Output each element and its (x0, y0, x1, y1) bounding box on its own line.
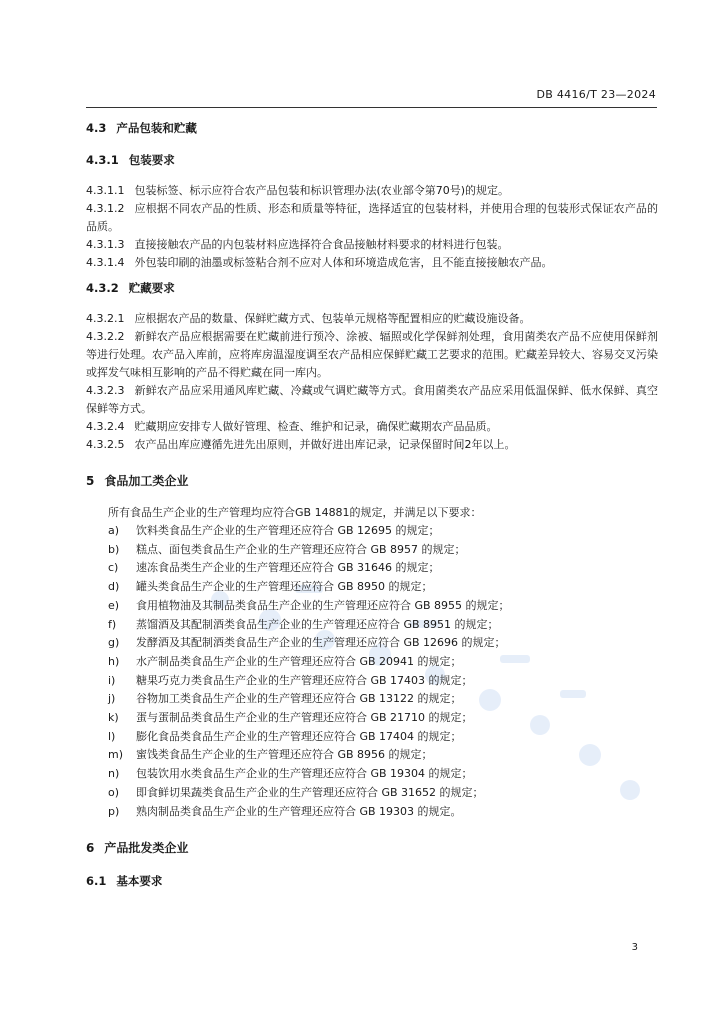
list-item: m) 蜜饯类食品生产企业的生产管理还应符合 GB 8956 的规定； (108, 748, 433, 762)
list-item: j) 谷物加工类食品生产企业的生产管理还应符合 GB 13122 的规定； (108, 692, 462, 706)
food-processing-requirements-list (86, 522, 658, 821)
list-item: a) 饮料类食品生产企业的生产管理还应符合 GB 12695 的规定； (108, 524, 440, 537)
section-heading-4-3-2: 4.3.2 贮藏要求 (86, 281, 175, 295)
clause-4-3-1-4: 4.3.1.4 外包装印刷的油墨或标签粘合剂不应对人体和环境造成危害，且不能直接接触农产品。 (86, 256, 553, 269)
clause-4-3-1-2: 4.3.1.2 应根据不同农产品的性质、形态和质量等特征，选择适宜的包装材料，并使用合理的包装形式保证农产品的品质。 (86, 202, 658, 233)
chapter-5-intro: 所有食品生产企业的生产管理均应符合GB 14881的规定，并满足以下要求： (108, 506, 482, 519)
chapter-heading-6: 6 产品批发类企业 (86, 841, 189, 856)
list-item: o) 即食鲜切果蔬类食品生产企业的生产管理还应符合 GB 31652 的规定； (108, 785, 484, 799)
clause-4-3-2-5: 4.3.2.5 农产品出库应遵循先进先出原则，并做好进出库记录，记录保留时间2年以上。 (86, 438, 516, 451)
list-item: p) 熟肉制品类食品生产企业的生产管理还应符合 GB 19303 的规定。 (108, 804, 462, 818)
list-item: h) 水产制品类食品生产企业的生产管理还应符合 GB 20941 的规定； (108, 654, 462, 668)
clause-4-3-2-1: 4.3.2.1 应根据农产品的数量、保鲜贮藏方式、包装单元规格等配置相应的贮藏设施设备。 (86, 312, 531, 325)
list-item: e) 食用植物油及其制品类食品生产企业的生产管理还应符合 GB 8955 的规定； (108, 598, 510, 612)
list-item: d) 罐头类食品生产企业的生产管理还应符合 GB 8950 的规定； (108, 580, 433, 594)
clause-4-3-2-2: 4.3.2.2 新鲜农产品应根据需要在贮藏前进行预冷、涂被、辐照或化学保鲜剂处理，食用菌类农产品不应使用保鲜剂等进行处理。农产品入库前，应将库房温湿度调至农产品相应保鲜贮藏工艺要求的范围。贮藏差异较大、容易交叉污染或挥发气味相互影响的产品不得贮藏在同一库内。 (86, 330, 658, 379)
document-body (86, 118, 658, 891)
header-rule (86, 107, 657, 108)
chapter-heading-5: 5 食品加工类企业 (86, 474, 189, 488)
clause-4-3-2-4: 4.3.2.4 贮藏期应安排专人做好管理、检查、维护和记录，确保贮藏期农产品品质。 (86, 420, 498, 433)
section-heading-6-1: 6.1 基本要求 (86, 874, 163, 889)
list-item: l) 膨化食品类食品生产企业的生产管理还应符合 GB 17404 的规定； (108, 729, 462, 743)
clause-4-3-2-3: 4.3.2.3 新鲜农产品应采用通风库贮藏、冷藏或气调贮藏等方式。食用菌类农产品应采用低温保鲜、低水保鲜、真空保鲜等方式。 (86, 384, 658, 415)
page-number: 3 (631, 942, 638, 953)
list-item: b) 糕点、面包类食品生产企业的生产管理还应符合 GB 8957 的规定； (108, 542, 466, 556)
list-item: k) 蛋与蛋制品类食品生产企业的生产管理还应符合 GB 21710 的规定； (108, 711, 473, 725)
section-heading-4-3-1: 4.3.1 包装要求 (86, 153, 175, 167)
clause-4-3-1-1: 4.3.1.1 包装标签、标示应符合农产品包装和标识管理办法(农业部令第70号)的规定。 (86, 184, 510, 197)
list-item: n) 包装饮用水类食品生产企业的生产管理还应符合 GB 19304 的规定； (108, 767, 473, 781)
list-item: i) 糖果巧克力类食品生产企业的生产管理还应符合 GB 17403 的规定； (108, 673, 473, 687)
clause-4-3-1-3: 4.3.1.3 直接接触农产品的内包装材料应选择符合食品接触材料要求的材料进行包装。 (86, 238, 509, 251)
document-code: DB 4416/T 23—2024 (536, 88, 656, 101)
list-item: c) 速冻食品类生产企业的生产管理还应符合 GB 31646 的规定； (108, 561, 440, 575)
list-item: f) 蒸馏酒及其配制酒类食品生产企业的生产管理还应符合 GB 8951 的规定； (108, 617, 499, 631)
list-item: g) 发酵酒及其配制酒类食品生产企业的生产管理还应符合 GB 12696 的规定； (108, 636, 506, 650)
section-heading-4-3: 4.3 产品包装和贮藏 (86, 121, 197, 135)
